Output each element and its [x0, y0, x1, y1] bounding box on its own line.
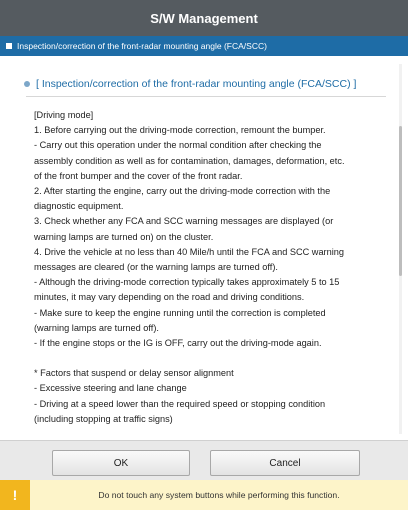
- instructions-panel[interactable]: [0, 56, 408, 440]
- cancel-button[interactable]: Cancel: [210, 450, 360, 476]
- instruction-line: 1. Before carrying out the driving-mode correction, remount the bumper.: [34, 125, 326, 136]
- instruction-line: * Factors that suspend or delay sensor alignment: [34, 368, 234, 379]
- square-bullet-icon: [6, 43, 12, 49]
- function-header-text: Inspection/correction of the front-radar mounting angle (FCA/SCC): [17, 41, 267, 51]
- window-title: S/W Management: [150, 10, 258, 26]
- instruction-line: warning lamps are turned on) on the cluster.: [34, 231, 214, 242]
- instruction-line: assembly condition as well as for contamination, damages, deformation, etc.: [34, 155, 345, 166]
- section-divider: [26, 96, 386, 97]
- ok-button[interactable]: OK: [52, 450, 190, 476]
- paragraph-gap: [34, 351, 390, 366]
- instruction-line: [Driving mode]: [34, 110, 94, 120]
- window-title-bar: [0, 0, 408, 36]
- instruction-line: - If the engine stops or the IG is OFF, carry out the driving-mode again.: [34, 338, 322, 349]
- scrollbar-thumb[interactable]: [399, 126, 402, 276]
- instruction-line: - Carry out this operation under the normal condition after checking the: [34, 140, 322, 151]
- warning-icon: !: [0, 480, 30, 510]
- section-title-text: [ Inspection/correction of the front-radar mounting angle (FCA/SCC) ]: [36, 78, 357, 90]
- function-header: [0, 36, 408, 56]
- instruction-line: messages are cleared (or the warning lamps are turned off).: [34, 262, 278, 273]
- instruction-line: minutes, it may vary depending on the road and driving conditions.: [34, 292, 305, 303]
- instruction-line: (warning lamps are turned off).: [34, 322, 159, 333]
- instruction-line: diagnostic equipment.: [34, 201, 124, 212]
- bullet-dot-icon: [24, 81, 30, 87]
- warning-bar: [0, 480, 408, 510]
- instruction-line: of the front bumper and the cover of the front radar.: [34, 170, 243, 181]
- instruction-line: - Excessive steering and lane change: [34, 383, 187, 394]
- instruction-line: 3. Check whether any FCA and SCC warning messages are displayed (or: [34, 216, 334, 227]
- instruction-line: 2. After starting the engine, carry out the driving-mode correction with the: [34, 186, 331, 197]
- instruction-line: - Make sure to keep the engine running until the correction is completed: [34, 307, 326, 318]
- instruction-line: (including stopping at traffic signs): [34, 413, 173, 424]
- instruction-line: - Driving at a speed lower than the required speed or stopping condition: [34, 398, 326, 409]
- dialog-button-bar: [0, 440, 408, 480]
- instructions-text: [34, 108, 390, 427]
- instruction-line: - Although the driving-mode correction typically takes approximately 5 to 15: [34, 277, 340, 288]
- instruction-line: 4. Drive the vehicle at no less than 40 Mile/h until the FCA and SCC warning: [34, 246, 344, 257]
- section-title: [24, 78, 394, 90]
- warning-message: Do not touch any system buttons while performing this function.: [98, 490, 340, 500]
